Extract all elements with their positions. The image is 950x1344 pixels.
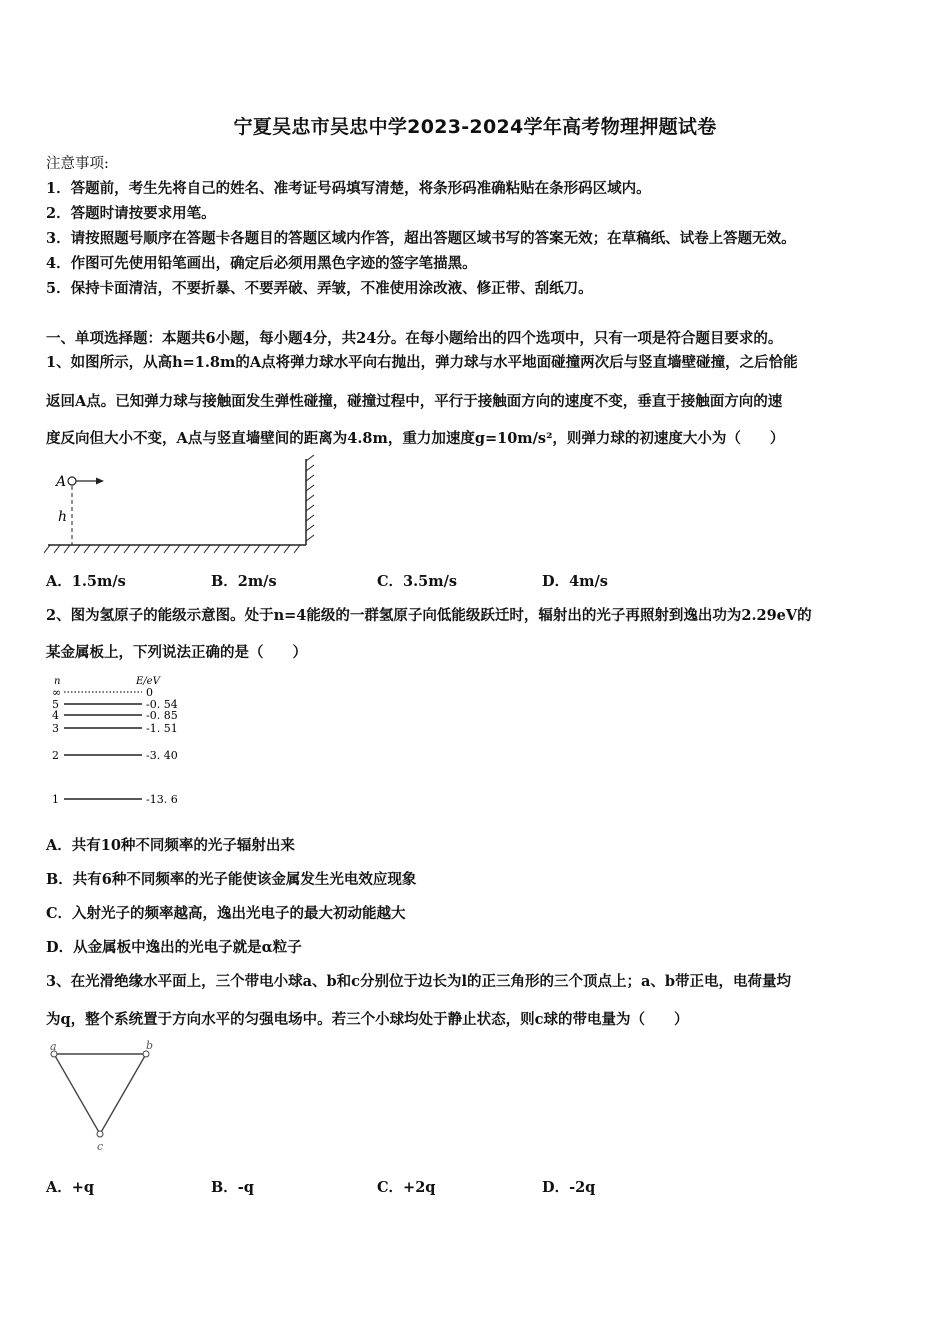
section-heading: 一、单项选择题：本题共6小题，每小题4分，共24分。在每小题给出的四个选项中，只有一项是符合题目要求的。 [46, 330, 783, 347]
label-h: h [58, 509, 68, 525]
q1-text-line: 度反向但大小不变，A点与竖直墙壁间的距离为4.8m，重力加速度g=10m/s²，则弹力球的初速度大小为（ ） [46, 430, 785, 447]
q3-text-line: 3、在光滑绝缘水平面上，三个带电小球a、b和c分别位于边长为l的正三角形的三个顶点上；a、b带正电，电荷量均 [46, 973, 791, 990]
q3-option-b: B．-q [211, 1179, 254, 1196]
notice-item: 3．请按照题号顺序在答题卡各题目的答题区域内作答，超出答题区域书写的答案无效；在草稿纸、试卷上答题无效。 [46, 230, 796, 247]
arrow-head-icon [96, 478, 104, 485]
q1-option-a: A．1.5m/s [46, 573, 126, 590]
notice-item: 2．答题时请按要求用笔。 [46, 205, 216, 222]
level-n: 2 [52, 749, 59, 762]
q3-option-d: D．-2q [542, 1179, 596, 1196]
q2-text-line: 某金属板上，下列说法正确的是（ ） [46, 644, 307, 661]
level-n: ∞ [52, 686, 62, 699]
level-energy: -1. 51 [146, 722, 178, 735]
label-a: a [50, 1040, 57, 1053]
level-n: 3 [52, 722, 59, 735]
q2-option-a: A．共有10种不同频率的光子辐射出来 [46, 837, 295, 854]
q1-option-d: D．4m/s [542, 573, 608, 590]
header-E: E/eV [136, 676, 160, 687]
q1-text-line: 返回A点。已知弹力球与接触面发生弹性碰撞，碰撞过程中，平行于接触面方向的速度不变，垂直于接触面方向的速 [46, 393, 783, 410]
ground-hatching [44, 545, 300, 553]
q1-option-b: B．2m/s [211, 573, 277, 590]
level-energy: -0. 54 [146, 698, 178, 711]
triangle [54, 1054, 146, 1134]
label-A: A [56, 474, 67, 490]
wall-hatching [306, 455, 314, 541]
q2-option-b: B．共有6种不同频率的光子能使该金属发生光电效应现象 [46, 871, 417, 888]
q3-option-c: C．+2q [377, 1179, 436, 1196]
q2-option-c: C．入射光子的频率越高，逸出光电子的最大初动能越大 [46, 905, 406, 922]
level-n: 5 [52, 698, 59, 711]
charge-c [97, 1131, 103, 1137]
q3-text-line: 为q，整个系统置于方向水平的匀强电场中。若三个小球均处于静止状态，则c球的带电量为（ ） [46, 1011, 689, 1028]
q3-option-a: A．+q [46, 1179, 95, 1196]
notice-item: 4．作图可先使用铅笔画出，确定后必须用黑色字迹的签字笔描黑。 [46, 255, 477, 272]
level-energy: -0. 85 [146, 709, 178, 722]
notice-item: 5．保持卡面清洁，不要折暴、不要弄破、弄皱，不准使用涂改液、修正带、刮纸刀。 [46, 280, 593, 297]
ball-point-A [68, 477, 76, 485]
header-n: n [54, 676, 61, 687]
level-energy: -3. 40 [146, 749, 178, 762]
q1-text-line: 1、如图所示，从高h=1.8m的A点将弹力球水平向右抛出，弹力球与水平地面碰撞两次后与竖直墙壁碰撞，之后恰能 [46, 354, 798, 371]
page-title: 宁夏吴忠市吴忠中学2023-2024学年高考物理押题试卷 [233, 116, 717, 138]
label-c: c [97, 1140, 104, 1153]
notice-heading: 注意事项: [46, 156, 109, 172]
notice-item: 1．答题前，考生先将自己的姓名、准考证号码填写清楚，将条形码准确粘贴在条形码区域内。 [46, 180, 651, 197]
level-n: 1 [52, 793, 59, 806]
q1-option-c: C．3.5m/s [377, 573, 458, 590]
q3-triangle-figure [44, 1040, 164, 1155]
q2-text-line: 2、图为氢原子的能级示意图。处于n=4能级的一群氢原子向低能级跃迁时，辐射出的光子再照射到逸出功为2.29eV的 [46, 607, 812, 624]
energy-level-diagram [46, 672, 206, 812]
q2-option-d: D．从金属板中逸出的光电子就是α粒子 [46, 939, 302, 956]
level-n: 4 [52, 709, 59, 722]
level-energy: 0 [146, 686, 153, 699]
q1-figure [44, 455, 324, 560]
label-b: b [146, 1040, 154, 1052]
level-energy: -13. 6 [146, 793, 178, 806]
